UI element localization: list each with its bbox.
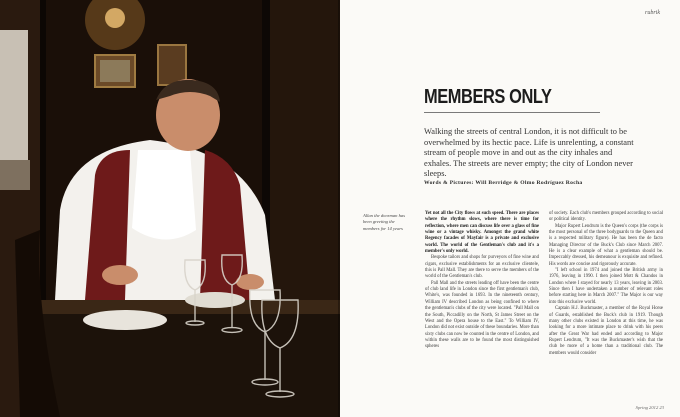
page-folio: Spring 2012 23: [635, 405, 664, 410]
body-column-2: [549, 211, 663, 357]
body-paragraph: "I left school in 1974 and joined the British army in 1976, leaving in 1990. I then joined Mott & Chandos in London where I stayed for nearly 13 years, leaving in 2003. Since then I have undertaken a number of relevant roles before starting here in March 2007." The Major is our way into this exclusive world.: [549, 268, 663, 305]
lead-paragraph: Yet not all the City flows at such speed. There are places where the rhythm slows, where there is time for reflection, where men can discuss life over a glass of fine wine or a vintage whisky. Amongst the grand white Regency facades of Mayfair is a private and exclusive world. The world of the Gentleman's club and it's a member's only world.: [425, 211, 539, 255]
body-paragraph: of society. Each club's members grouped according to social or political identity.: [549, 211, 663, 223]
title-rule: [424, 112, 600, 113]
article-title: MEMBERS ONLY: [424, 86, 552, 108]
body-paragraph: Major Rupert Lendrum is the Queen's corps (the corps is the most personal of the three bodyguards to the Queen and is a respected military figure). He has been the de facto Managing Director of the Buck's Club since March 2007. He is a clear example of what a gentleman should be. Impeccably dressed, his demeanour is exquisite and refined. His words are concise and rigorously accurate.: [549, 223, 663, 267]
byline: Words & Pictures: Will Berridge & Olmo Rodríguez Rocha: [424, 180, 583, 186]
body-paragraph: Pall Mall and the streets leading off have been the centre of club land life in London since the first gentleman's club, White's, was founded in 1693. In the nineteenth century, William IV described London as being confined to where the gentleman's clubs of the city were located. "Pall Mall on the South, Piccadilly on the North, St James Street on the West and the Opera house to the East." To William IV, London did not exist outside of these boundaries. More than sixty clubs can now be counted in the centre of London, and within these walls are to be found the most distinguished spheres: [425, 280, 539, 350]
photo-caption: Allan the doorman has been greeting the members for 14 years: [363, 213, 405, 231]
section-tag: rubrik: [645, 10, 660, 16]
standfirst: Walking the streets of central London, it is not difficult to be overwhelmed by its hectic pace. Life is unrelenting, a constant stream of people move in and out as the city inhales and exhales. The streets are never empty; the city of London never sleeps.: [424, 127, 634, 179]
body-column-1: [425, 211, 539, 351]
body-paragraph: Captain H.J. Buckmaster, a member of the Royal Horse of Guards, established the Buck's club in 1919. Though many other clubs existed in London at this time, he was looking for a more intimate place to drink with his peers after the Great War had ended and according to Major Rupert Lendrum, "It was the Buckmaster's wish that the club be more of a home than a traditional club. The members would consider: [549, 306, 663, 356]
body-paragraph: Bespoke tailors and shops for purveyors of fine wine and cigars, exclusive establishments for an exclusive clientele, this is Pall Mall. They are there to serve the members of the world of the Gentleman's club.: [425, 255, 539, 280]
